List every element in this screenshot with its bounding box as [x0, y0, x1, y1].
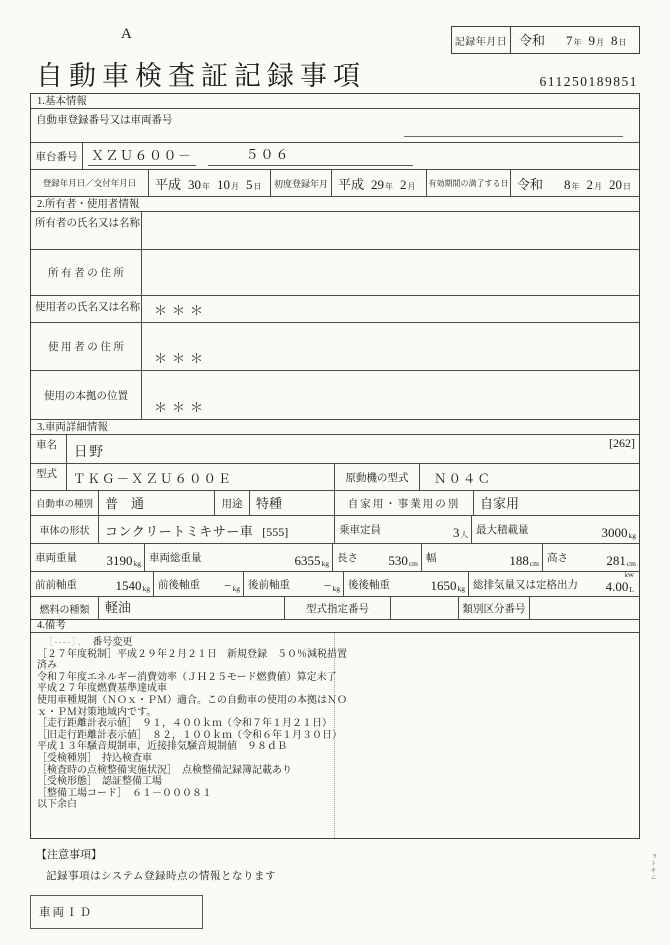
unit-month: 月 — [594, 182, 603, 191]
registration-date-label: 登録年月日／交付年月日 — [42, 178, 137, 188]
unit-person: 人 — [460, 530, 468, 539]
unit-kw: kW — [624, 571, 634, 579]
capacity-label: 乗車定員 — [339, 525, 381, 536]
height-value: 281 — [606, 553, 626, 568]
vehicle-name-label: 車名 — [36, 440, 57, 451]
axle-front-front-label: 前前軸重 — [35, 579, 77, 591]
expiry-date-label-cell — [426, 170, 510, 196]
model-row — [31, 463, 639, 490]
payload-label: 最大積載量 — [476, 525, 529, 536]
owner-name-row — [31, 211, 639, 249]
axle-rear-rear-label: 後後軸重 — [348, 579, 390, 591]
registration-date-value — [148, 170, 270, 196]
user-name-row — [31, 295, 639, 322]
base-location-label-cell — [31, 371, 141, 419]
model-label-cell — [31, 464, 66, 490]
owner-address-value — [141, 250, 639, 295]
axle-front-front-cell — [31, 572, 153, 596]
registration-date-day: 5 — [246, 177, 253, 192]
record-date-label: 記録年月日 — [452, 27, 511, 53]
vehicle-name-row — [31, 434, 639, 463]
axle-rear-rear-value: 1650 — [430, 578, 457, 593]
private-business-value-cell — [473, 491, 639, 515]
vehicle-name-code: [262] — [609, 436, 635, 450]
print-edge-marking: ョトキニ — [649, 853, 655, 881]
use-label-cell — [214, 491, 249, 515]
use-value: 特種 — [256, 496, 283, 511]
displacement-value: 4.00 — [605, 578, 629, 594]
remark-line: 平成２７年度燃費基準達成車 — [37, 683, 167, 695]
notice-heading: 【注意事項】 — [36, 849, 102, 861]
weight-dimensions-row — [31, 543, 639, 571]
record-date-era: 令和 — [519, 33, 546, 48]
type-designation-label-cell — [284, 597, 390, 619]
owner-name-label-cell — [31, 212, 141, 249]
unit-kg: kg — [133, 559, 141, 568]
record-date-year: 7 — [566, 33, 573, 48]
user-name-label-cell — [31, 296, 141, 322]
record-date-value — [511, 27, 639, 53]
use-value-cell — [249, 491, 334, 515]
axle-rear-front-cell — [243, 572, 343, 596]
remarks-box — [31, 632, 639, 838]
first-registration-year: 29 — [371, 177, 385, 192]
axle-front-front-value: 1540 — [115, 578, 142, 593]
unit-day: 日 — [253, 182, 262, 191]
fuel-type-label-cell — [31, 597, 98, 619]
model-label: 型式 — [36, 469, 57, 480]
unit-kg: kg — [628, 531, 636, 540]
unit-year: 年 — [202, 182, 211, 191]
chassis-number-label-cell — [31, 143, 82, 169]
length-cell — [332, 544, 421, 571]
vehicle-weight-cell — [31, 544, 144, 571]
remark-line — [37, 637, 639, 649]
base-location-label: 使用の本拠の位置 — [44, 390, 128, 402]
width-cell — [421, 544, 542, 571]
body-shape-label-cell — [31, 516, 98, 543]
fuel-type-value: 軽油 — [105, 600, 132, 615]
remark-line: ［受検形態］ 認証整備工場 — [37, 776, 162, 788]
class-use-row — [31, 490, 639, 515]
fuel-type-row — [31, 596, 639, 619]
remark-line: 令和７年度エネルギー消費効率（ＪＨ２５モード燃費値）算定未了 — [37, 671, 337, 683]
remark-line: 平成１３年騒音規制車，近接排気騒音規制値 ９８ｄＢ — [37, 741, 287, 753]
expiry-date-era: 令和 — [517, 177, 544, 192]
remark-line: ［旧走行距離計表示値］ ８２，１００ｋｍ（令和６年１月３０日） — [37, 729, 342, 741]
base-location-value — [141, 371, 639, 419]
width-label: 幅 — [426, 553, 437, 564]
height-cell — [542, 544, 639, 571]
axle-weight-row — [31, 571, 639, 596]
unit-year: 年 — [571, 182, 580, 191]
vehicle-id-box — [30, 895, 203, 929]
length-label: 長さ — [337, 553, 358, 564]
record-date-day: 8 — [611, 33, 618, 48]
expiry-date-label: 有効期間の満了する日 — [428, 178, 509, 188]
remark-line: ［走行距離計表示値］ ９１，４００ｋｍ（令和７年１月２１日） — [37, 718, 332, 730]
payload-value: 3000 — [601, 525, 628, 540]
user-name-label: 使用者の氏名又は名称 — [35, 302, 140, 313]
vehicle-weight-label: 車両重量 — [35, 553, 77, 564]
chassis-number-label: 車台番号 — [35, 151, 78, 163]
user-address-label-cell — [31, 323, 141, 370]
first-registration-era: 平成 — [338, 177, 365, 192]
category-number-label: 類別区分番号 — [462, 603, 526, 615]
axle-front-rear-value: − — [224, 578, 232, 593]
axle-rear-rear-cell — [343, 572, 468, 596]
remark-line: ［２７年度税制］平成２９年２月２１日 新規登録 ５０％減税措置 — [37, 648, 347, 660]
record-date-month: 9 — [588, 33, 596, 48]
capacity-cell — [334, 516, 471, 543]
owner-name-label: 所有者の氏名又は名称 — [35, 218, 140, 229]
height-label: 高さ — [547, 553, 568, 564]
registration-date-year: 30 — [188, 177, 202, 192]
owner-address-label-cell — [31, 250, 141, 295]
user-name-value — [141, 296, 639, 322]
remark-line: ［受検種別］ 持込検査車 — [37, 752, 152, 764]
remark-line: 使用車種規制（ＮＯｘ・ＰＭ）適合。この自動車の使用の本拠はＮＯ — [37, 694, 347, 706]
expiry-date-value — [510, 170, 639, 196]
axle-front-rear-label: 前後軸重 — [158, 579, 200, 591]
section-4-header: 4.備考 — [31, 619, 639, 632]
engine-model-value: Ｎ０４Ｃ — [434, 472, 493, 486]
chassis-number-underline — [208, 144, 413, 166]
unit-kg: kg — [332, 584, 340, 593]
owner-address-label: 所 有 者 の 住 所 — [47, 268, 125, 279]
unit-day: 日 — [618, 38, 627, 47]
displacement-label: 総排気量又は定格出力 — [473, 579, 578, 591]
body-shape-value: コンクリートミキサー車 — [105, 524, 254, 539]
width-value: 188 — [509, 553, 529, 568]
registration-date-month: 10 — [217, 177, 231, 192]
unit-cm: cm — [626, 559, 636, 568]
remarks-column-divider — [334, 633, 335, 838]
section-1-header: 1.基本情報 — [37, 96, 87, 107]
body-shape-label: 車体の形状 — [39, 526, 90, 537]
vehicle-class-label: 自動車の種別 — [35, 500, 93, 510]
body-shape-value-cell — [98, 516, 334, 543]
expiry-date-day: 20 — [609, 177, 623, 192]
vehicle-name: 日野 — [74, 444, 105, 459]
base-location-text: ＊＊＊ — [154, 400, 209, 415]
unit-year: 年 — [385, 182, 394, 191]
owner-address-row — [31, 249, 639, 295]
user-address-text: ＊＊＊ — [154, 351, 209, 366]
remark-line: 以下余白 — [37, 799, 77, 811]
form-table — [30, 93, 640, 839]
page-title: 自動車検査証記録事項 — [36, 61, 366, 91]
expiry-date-year: 8 — [564, 177, 571, 192]
unit-cm: cm — [408, 559, 418, 568]
vehicle-weight-value: 3190 — [106, 553, 133, 568]
category-number-label-cell — [458, 597, 529, 619]
chassis-number-part1: ＸＺＵ６００－ — [88, 145, 196, 166]
vehicle-class-value-cell — [98, 491, 214, 515]
length-value: 530 — [388, 553, 408, 568]
unit-kg: kg — [142, 584, 150, 593]
user-address-value — [141, 323, 639, 370]
axle-rear-front-label: 後前軸重 — [248, 579, 290, 591]
unit-kg: kg — [232, 584, 240, 593]
unit-liter: L — [629, 584, 634, 594]
remark-line: ［整備工場コード］ ６１－０００８１ — [37, 787, 212, 799]
use-label: 用途 — [221, 498, 243, 510]
private-business-label: 自家用・事業用の別 — [347, 498, 461, 510]
axle-rear-front-value: − — [324, 578, 332, 593]
document-number: 611250189851 — [539, 74, 638, 89]
first-registration-label: 初度登録年月 — [273, 178, 328, 189]
unit-month: 月 — [596, 38, 605, 47]
unit-year: 年 — [573, 38, 582, 47]
type-designation-label: 型式指定番号 — [306, 603, 369, 615]
notice-body: 記録事項はシステム登録時点の情報となります — [46, 871, 276, 882]
engine-model-label-cell — [334, 464, 419, 490]
gross-weight-value: 6355 — [294, 553, 321, 568]
dates-row — [31, 169, 639, 196]
unit-kg: kg — [457, 584, 465, 593]
vehicle-id-label: 車両ＩＤ — [39, 907, 93, 919]
private-business-value: 自家用 — [480, 496, 520, 511]
chassis-number-row — [31, 142, 639, 169]
registration-number-cell — [31, 109, 639, 142]
section-3-header: 3.車両詳細情報 — [31, 419, 639, 434]
model-value: ＴＫＧ－ＸＺＵ６００Ｅ — [73, 472, 233, 486]
fuel-type-label: 燃料の種類 — [39, 604, 90, 616]
section-2-header: 2.所有者・使用者情報 — [31, 196, 639, 211]
registration-date-era: 平成 — [155, 177, 182, 192]
unit-month: 月 — [231, 182, 240, 191]
gross-weight-label: 車両総重量 — [149, 553, 202, 564]
type-designation-value-cell — [390, 597, 458, 619]
owner-name-value — [141, 212, 639, 249]
user-address-row — [31, 322, 639, 370]
vehicle-class-label-cell — [31, 491, 98, 515]
remark-faint-prefix: 〔‐‐‐‐〕、 — [43, 637, 89, 648]
user-name-text: ＊＊＊ — [154, 303, 209, 318]
body-shape-row — [31, 515, 639, 543]
model-value-cell — [66, 464, 334, 490]
first-registration-month: 2 — [400, 177, 407, 192]
first-registration-value — [331, 170, 426, 196]
registration-number-label: 自動車登録番号又は車両番号 — [36, 115, 173, 126]
record-date-box — [451, 26, 640, 54]
vehicle-class-value: 普 通 — [105, 496, 145, 511]
vehicle-name-label-cell — [31, 435, 66, 463]
fuel-type-value-cell — [98, 597, 284, 619]
gross-weight-cell — [144, 544, 332, 571]
chassis-number-value-cell — [82, 143, 639, 169]
engine-model-label: 原動機の型式 — [345, 472, 409, 484]
base-location-row — [31, 370, 639, 419]
first-registration-label-cell — [270, 170, 331, 196]
payload-cell — [471, 516, 639, 543]
private-business-label-cell — [334, 491, 473, 515]
displacement-value-group — [606, 571, 636, 598]
category-number-value-cell — [529, 597, 639, 619]
page-mark-a: A — [121, 26, 132, 42]
unit-day: 日 — [623, 182, 632, 191]
remark-line-text: 番号変更 — [92, 637, 133, 648]
registration-date-label-cell — [31, 170, 148, 196]
unit-cm: cm — [529, 559, 539, 568]
body-shape-code: [555] — [262, 525, 289, 539]
remark-line: ［検査時の点検整備実施状況］ 点検整備記録簿記載あり — [37, 764, 292, 776]
capacity-value: 3 — [453, 525, 460, 540]
unit-kg: kg — [321, 559, 329, 568]
registration-number-blank — [404, 136, 623, 137]
expiry-date-month: 2 — [586, 177, 594, 192]
remark-line: 済み — [37, 660, 57, 672]
axle-front-rear-cell — [153, 572, 243, 596]
vehicle-name-value-cell — [66, 435, 639, 463]
chassis-number-part2: ５０６ — [245, 147, 291, 162]
registration-number-row — [31, 108, 639, 142]
engine-model-value-cell — [419, 464, 639, 490]
user-address-label: 使 用 者 の 住 所 — [47, 342, 125, 353]
displacement-cell — [468, 572, 639, 596]
remark-line: ｘ・ＰＭ対策地域内です。 — [37, 706, 157, 718]
unit-month: 月 — [407, 182, 416, 191]
